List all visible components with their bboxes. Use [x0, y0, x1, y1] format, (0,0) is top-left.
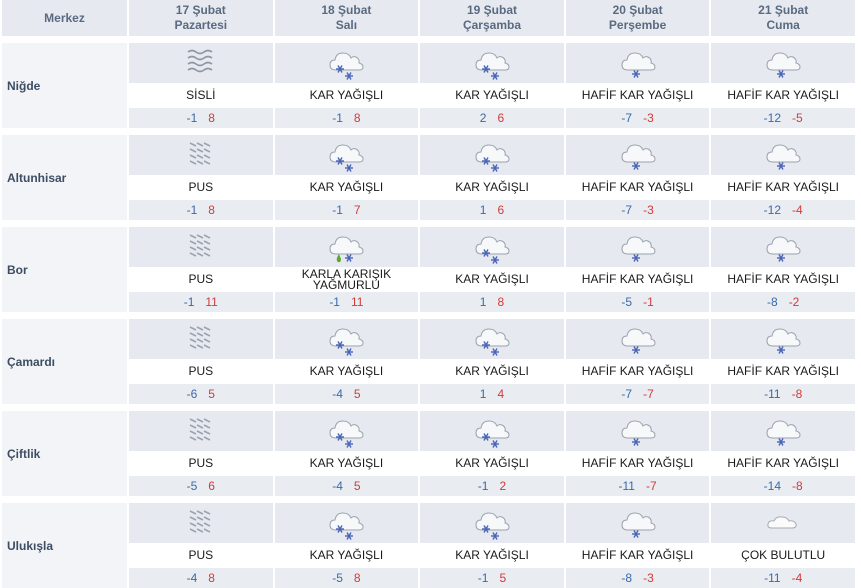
temperature-cell: [566, 200, 710, 220]
high-temperature: -7: [643, 387, 654, 401]
city-name: Bor: [2, 227, 127, 312]
day-weekday: Salı: [335, 18, 358, 32]
low-temperature: -7: [621, 203, 633, 217]
snow-icon: [327, 320, 365, 358]
low-temperature: -12: [763, 203, 782, 217]
high-temperature: 8: [497, 295, 505, 309]
high-temperature: -4: [792, 203, 803, 217]
low-temperature: 2: [479, 111, 487, 125]
snow-icon: [327, 136, 365, 174]
temperature-cell: [275, 568, 419, 588]
temperature-cell: [711, 568, 855, 588]
table-row: [2, 43, 855, 83]
weather-description: KAR YAĞIŞLI: [420, 175, 564, 200]
table-row: [2, 359, 855, 384]
table-row: [2, 135, 855, 175]
low-temperature: -5: [621, 295, 633, 309]
temperature-cell: [566, 568, 710, 588]
temperature-cell: [275, 292, 419, 312]
snow-icon: [473, 136, 511, 174]
temperature-cell: [711, 200, 855, 220]
temperature-cell: [420, 292, 564, 312]
cloudy-icon: [764, 504, 802, 542]
weather-description: KAR YAĞIŞLI: [420, 359, 564, 384]
low-temperature: -14: [763, 479, 782, 493]
weather-description: HAFİF KAR YAĞIŞLI: [711, 83, 855, 108]
city-name: Ulukışla: [2, 503, 127, 588]
weather-icon-cell: [275, 227, 419, 267]
day-header: [566, 0, 710, 43]
high-temperature: -1: [643, 295, 654, 309]
light-snow-icon: [619, 44, 657, 82]
table-row: [2, 292, 855, 312]
temperature-cell: [129, 568, 273, 588]
snow-icon: [473, 504, 511, 542]
weather-description: KAR YAĞIŞLI: [420, 83, 564, 108]
temperature-cell: [275, 384, 419, 404]
weather-description: HAFİF KAR YAĞIŞLI: [711, 267, 855, 292]
row-separator: [2, 404, 855, 411]
weather-description: HAFİF KAR YAĞIŞLI: [566, 359, 710, 384]
low-temperature: -1: [186, 203, 198, 217]
weather-description: ÇOK BULUTLU: [711, 543, 855, 568]
high-temperature: -3: [643, 571, 654, 585]
day-weekday: Pazartesi: [174, 18, 228, 32]
temperature-cell: [420, 568, 564, 588]
weather-description: PUS: [129, 267, 273, 292]
high-temperature: 8: [208, 111, 215, 125]
snow-icon: [473, 320, 511, 358]
temperature-cell: [711, 384, 855, 404]
day-date: 21 Şubat: [758, 3, 809, 17]
weather-icon-cell: [275, 135, 419, 175]
temperature-cell: [275, 200, 419, 220]
weather-description: HAFİF KAR YAĞIŞLI: [566, 451, 710, 476]
high-temperature: 8: [353, 571, 361, 585]
weather-icon-cell: [420, 503, 564, 543]
low-temperature: 1: [479, 295, 487, 309]
temperature-cell: [129, 292, 273, 312]
table-row: [2, 451, 855, 476]
weather-description: HAFİF KAR YAĞIŞLI: [711, 359, 855, 384]
low-temperature: -7: [621, 387, 633, 401]
snow-icon: [473, 228, 511, 266]
day-header: [711, 0, 855, 43]
city-name: Altunhisar: [2, 135, 127, 220]
weather-description: PUS: [129, 175, 273, 200]
high-temperature: 11: [350, 295, 364, 309]
day-header: [420, 0, 564, 43]
low-temperature: -8: [621, 571, 633, 585]
low-temperature: -1: [477, 479, 489, 493]
low-temperature: -1: [477, 571, 489, 585]
low-temperature: -4: [332, 479, 343, 493]
light-snow-icon: [619, 412, 657, 450]
temperature-cell: [711, 292, 855, 312]
weather-description: PUS: [129, 543, 273, 568]
low-temperature: -1: [332, 203, 343, 217]
temperature-cell: [420, 384, 564, 404]
day-header: [275, 0, 419, 43]
table-row: [2, 175, 855, 200]
weather-description: SİSLİ: [129, 83, 273, 108]
snow-icon: [327, 504, 365, 542]
weather-description: KAR YAĞIŞLI: [420, 543, 564, 568]
high-temperature: -8: [791, 387, 803, 401]
low-temperature: -11: [764, 571, 781, 585]
weather-description: KAR YAĞIŞLI: [275, 359, 419, 384]
weather-icon-cell: [711, 43, 855, 83]
low-temperature: -4: [186, 571, 198, 585]
low-temperature: -8: [767, 295, 778, 309]
day-date: 17 Şubat: [175, 3, 226, 17]
weather-description: KAR YAĞIŞLI: [420, 267, 564, 292]
weather-description: KARLA KARIŞIK YAĞMURLU: [275, 267, 419, 292]
snow-icon: [473, 412, 511, 450]
day-weekday: Çarşamba: [462, 18, 521, 32]
low-temperature: -5: [186, 479, 198, 493]
high-temperature: 5: [353, 479, 361, 493]
high-temperature: 6: [497, 111, 505, 125]
weather-icon-cell: [129, 503, 273, 543]
temperature-cell: [129, 476, 273, 496]
row-gap: [2, 404, 855, 411]
light-snow-icon: [764, 412, 802, 450]
light-snow-icon: [764, 228, 802, 266]
low-temperature: -1: [332, 111, 343, 125]
temperature-cell: [566, 108, 710, 128]
row-gap: [2, 496, 855, 503]
weather-icon-cell: [566, 503, 710, 543]
row-separator: [2, 128, 855, 135]
snow-icon: [327, 44, 365, 82]
weather-icon-cell: [129, 319, 273, 359]
snow-icon: [473, 44, 511, 82]
temperature-cell: [711, 476, 855, 496]
weather-icon-cell: [275, 411, 419, 451]
high-temperature: 4: [497, 387, 505, 401]
mist-icon: [182, 136, 220, 174]
low-temperature: 1: [479, 203, 487, 217]
row-separator: [2, 496, 855, 503]
weather-description: HAFİF KAR YAĞIŞLI: [566, 83, 710, 108]
light-snow-icon: [619, 320, 657, 358]
forecast-body: [2, 43, 855, 588]
low-temperature: -11: [618, 479, 635, 493]
table-row: [2, 319, 855, 359]
snow-icon: [327, 412, 365, 450]
day-weekday: Cuma: [766, 18, 800, 32]
low-temperature: -7: [621, 111, 633, 125]
temperature-cell: [566, 292, 710, 312]
table-row: [2, 384, 855, 404]
table-row: [2, 200, 855, 220]
weather-description: HAFİF KAR YAĞIŞLI: [566, 175, 710, 200]
low-temperature: 1: [479, 387, 487, 401]
weather-icon-cell: [275, 43, 419, 83]
mist-icon: [182, 320, 220, 358]
light-snow-icon: [619, 136, 657, 174]
weather-description: HAFİF KAR YAĞIŞLI: [566, 543, 710, 568]
table-row: [2, 568, 855, 588]
high-temperature: 11: [205, 295, 218, 309]
weather-icon-cell: [711, 135, 855, 175]
sleet-icon: [327, 228, 365, 266]
weather-icon-cell: [275, 503, 419, 543]
table-row: [2, 543, 855, 568]
row-separator: [2, 312, 855, 319]
row-gap: [2, 220, 855, 227]
temperature-cell: [420, 200, 564, 220]
temperature-cell: [129, 384, 273, 404]
forecast-header-row: [2, 0, 855, 43]
temperature-cell: [129, 200, 273, 220]
high-temperature: 8: [353, 111, 361, 125]
weather-description: KAR YAĞIŞLI: [275, 83, 419, 108]
weather-icon-cell: [566, 411, 710, 451]
low-temperature: -12: [763, 111, 782, 125]
high-temperature: 5: [499, 571, 507, 585]
weather-icon-cell: [275, 319, 419, 359]
weather-icon-cell: [711, 227, 855, 267]
weather-icon-cell: [420, 227, 564, 267]
high-temperature: -3: [643, 203, 654, 217]
city-name: Çiftlik: [2, 411, 127, 496]
day-date: 19 Şubat: [466, 3, 517, 17]
weather-icon-cell: [566, 227, 710, 267]
low-temperature: -1: [329, 295, 340, 309]
light-snow-icon: [764, 44, 802, 82]
weather-description: PUS: [129, 359, 273, 384]
low-temperature: -1: [183, 295, 195, 309]
temperature-cell: [420, 476, 564, 496]
high-temperature: 2: [499, 479, 507, 493]
row-gap: [2, 312, 855, 319]
weather-description: KAR YAĞIŞLI: [275, 175, 419, 200]
row-gap: [2, 128, 855, 135]
location-header: Merkez: [2, 0, 127, 43]
city-name: Niğde: [2, 43, 127, 128]
mist-icon: [182, 412, 220, 450]
weather-description: PUS: [129, 451, 273, 476]
weather-description: HAFİF KAR YAĞIŞLI: [711, 451, 855, 476]
mist-icon: [182, 228, 220, 266]
table-row: [2, 503, 855, 543]
light-snow-icon: [764, 320, 802, 358]
fog-icon: [182, 44, 220, 82]
weather-description: HAFİF KAR YAĞIŞLI: [711, 175, 855, 200]
table-row: [2, 83, 855, 108]
high-temperature: 8: [208, 203, 215, 217]
temperature-cell: [566, 384, 710, 404]
light-snow-icon: [764, 136, 802, 174]
weather-description: KAR YAĞIŞLI: [275, 451, 419, 476]
high-temperature: -5: [792, 111, 803, 125]
temperature-cell: [566, 476, 710, 496]
light-snow-icon: [619, 504, 657, 542]
weather-icon-cell: [129, 411, 273, 451]
weather-icon-cell: [420, 43, 564, 83]
weather-description: KAR YAĞIŞLI: [275, 543, 419, 568]
high-temperature: -4: [791, 571, 803, 585]
weather-icon-cell: [711, 503, 855, 543]
weather-icon-cell: [566, 319, 710, 359]
weather-icon-cell: [129, 135, 273, 175]
day-weekday: Perşembe: [608, 18, 667, 32]
weather-icon-cell: [711, 319, 855, 359]
weather-icon-cell: [420, 135, 564, 175]
city-name: Çamardı: [2, 319, 127, 404]
high-temperature: -7: [645, 479, 657, 493]
temperature-cell: [129, 108, 273, 128]
weather-icon-cell: [420, 411, 564, 451]
low-temperature: -4: [332, 387, 343, 401]
low-temperature: -6: [186, 387, 198, 401]
weather-icon-cell: [566, 43, 710, 83]
table-row: [2, 267, 855, 292]
day-header: [129, 0, 273, 43]
low-temperature: -1: [186, 111, 198, 125]
high-temperature: 8: [208, 571, 215, 585]
high-temperature: 6: [208, 479, 215, 493]
temperature-cell: [420, 108, 564, 128]
weather-icon-cell: [129, 43, 273, 83]
temperature-cell: [275, 476, 419, 496]
high-temperature: -8: [792, 479, 803, 493]
low-temperature: -11: [764, 387, 781, 401]
weather-icon-cell: [420, 319, 564, 359]
row-separator: [2, 220, 855, 227]
table-row: [2, 476, 855, 496]
weather-description: HAFİF KAR YAĞIŞLI: [566, 267, 710, 292]
weather-description: KAR YAĞIŞLI: [420, 451, 564, 476]
weather-icon-cell: [129, 227, 273, 267]
high-temperature: -3: [643, 111, 654, 125]
weather-icon-cell: [711, 411, 855, 451]
high-temperature: -2: [788, 295, 800, 309]
low-temperature: -5: [332, 571, 343, 585]
light-snow-icon: [619, 228, 657, 266]
high-temperature: 7: [353, 203, 361, 217]
temperature-cell: [275, 108, 419, 128]
table-row: [2, 108, 855, 128]
high-temperature: 5: [353, 387, 361, 401]
high-temperature: 5: [208, 387, 215, 401]
day-date: 18 Şubat: [321, 3, 372, 17]
table-row: [2, 227, 855, 267]
weather-icon-cell: [566, 135, 710, 175]
high-temperature: 6: [497, 203, 505, 217]
temperature-cell: [711, 108, 855, 128]
table-row: [2, 411, 855, 451]
day-date: 20 Şubat: [612, 3, 663, 17]
mist-icon: [182, 504, 220, 542]
